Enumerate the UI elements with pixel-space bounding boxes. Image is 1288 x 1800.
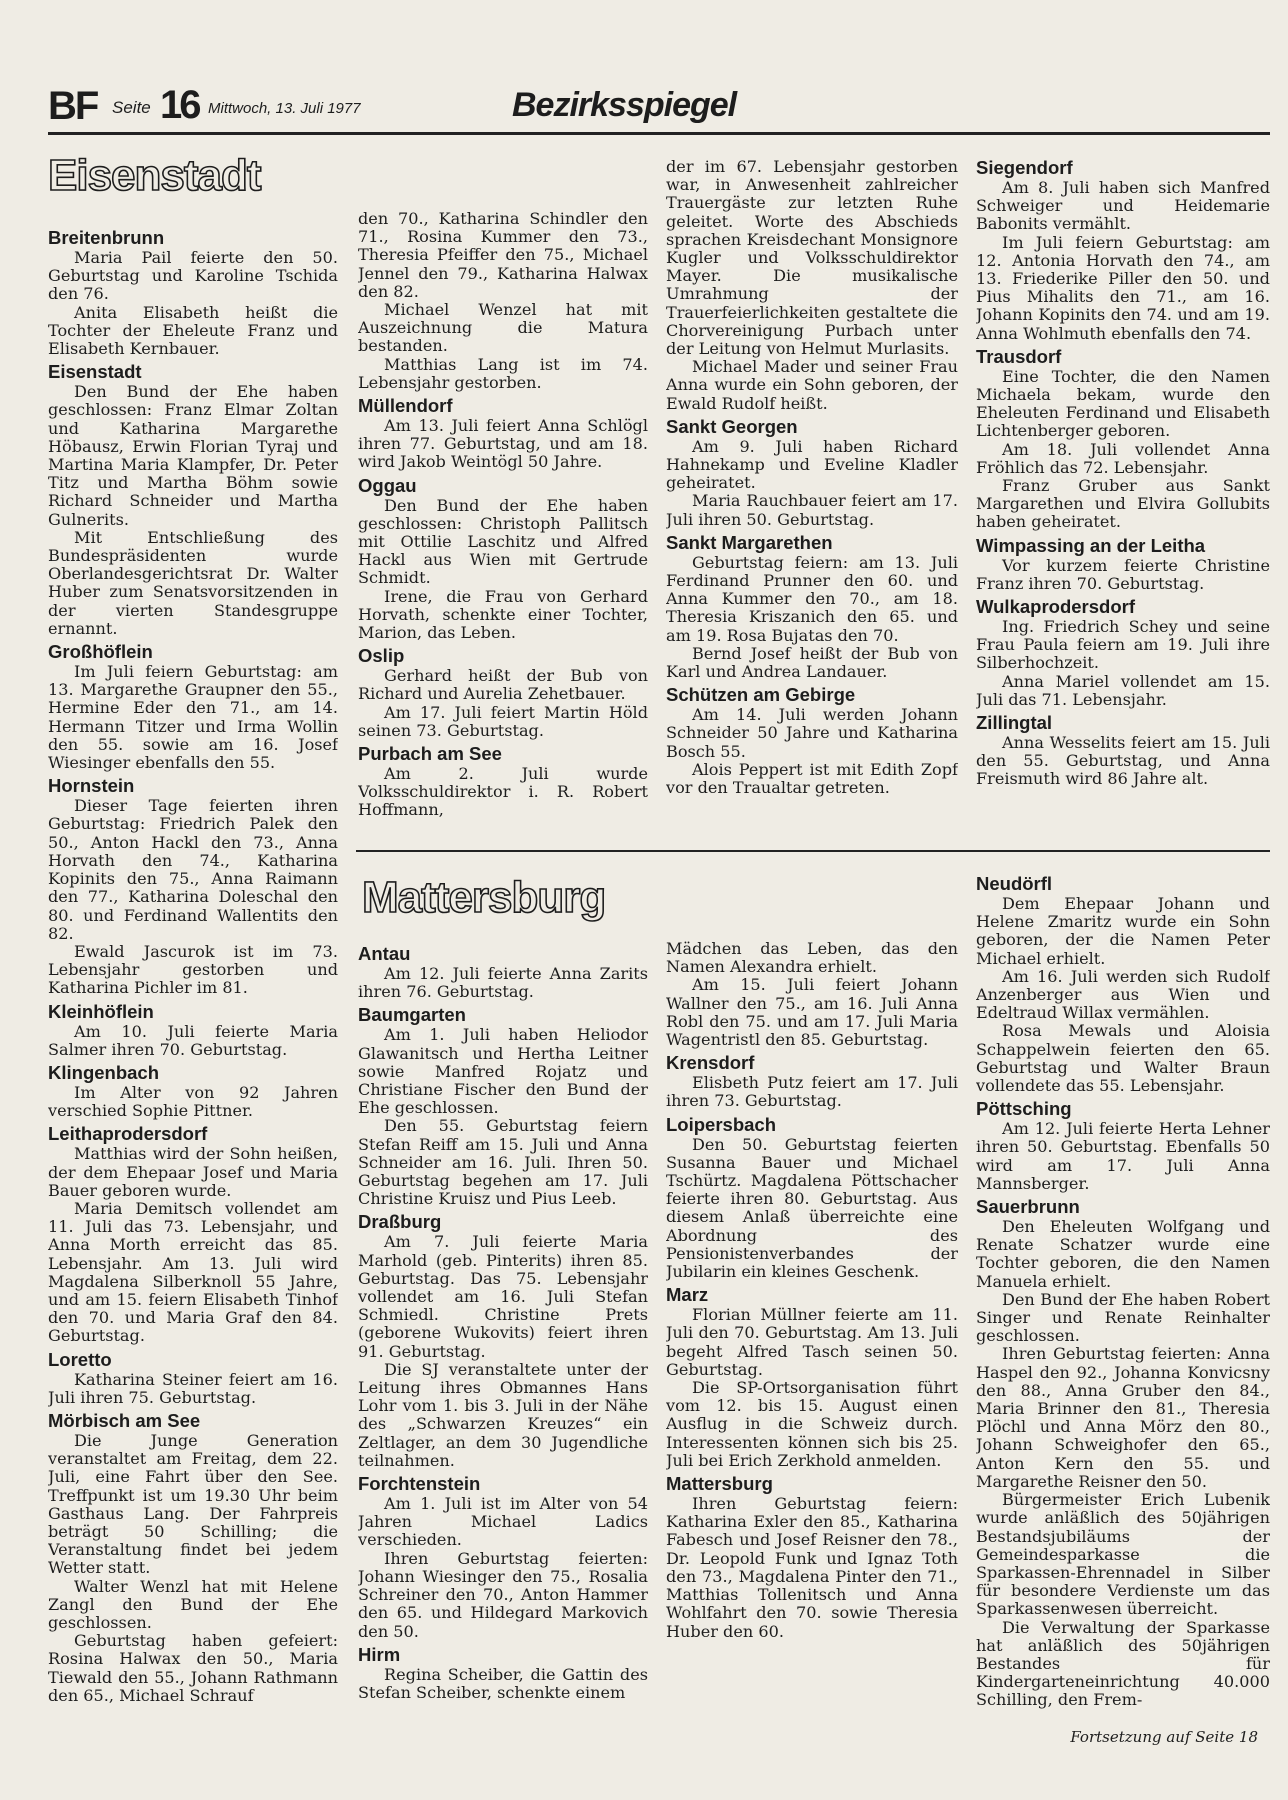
town-heading: Baumgarten (358, 1004, 466, 1026)
news-paragraph: Den Bund der Ehe haben Robert Singer und Renate Reinhalter geschlossen. (976, 1289, 1270, 1346)
town-heading: Wimpassing an der Leitha (976, 534, 1206, 556)
news-paragraph: Regina Scheiber, die Gattin des Stefan Scheiber, schenkte einem (358, 1664, 648, 1702)
town-heading: Eisenstadt (48, 361, 142, 383)
town-heading: Klingenbach (48, 1061, 160, 1083)
mattersburg-col-3 (666, 940, 958, 1756)
masthead (48, 84, 1270, 132)
news-paragraph: Dieser Tage feierten ihren Geburtstag: Friedrich Palek den 50., Anton Hackl den 73., Anna Horvath den 74., Katharina Kopinits den 75., Anna Raimann den 77., Katharina Doleschal den 80. und Ferdinand Wallentits den 82. (48, 796, 338, 943)
news-paragraph: Gerhard heißt der Bub von Richard und Aurelia Zehetbauer. (358, 666, 648, 704)
news-paragraph: Am 7. Juli feierte Maria Marhold (geb. Pinterits) ihren 85. Geburtstag. Das 75. Lebensjahr vollendet am 16. Juli Stefan Schmiedl. Christine Prets (geborene Wukovits) feiert ihren 91. Geburtstag. (358, 1232, 648, 1361)
news-paragraph: Maria Demitsch vollendet am 11. Juli das 73. Lebensjahr, und Anna Morth erreicht das 85. Lebensjahr. Am 13. Juli wird Magdalena Silberknoll 55 Jahre, und am 15. feiern Elisabeth Tinhof den 70. und Maria Graf den 84. Geburtstag. (48, 1198, 338, 1346)
town-heading: Loipersbach (666, 1113, 776, 1135)
news-paragraph: Ihren Geburtstag feierten: Johann Wiesinger den 75., Rosalia Schreiner den 70., Anton Hammer den 65. und Hildegard Markovich den 50. (358, 1548, 648, 1641)
news-paragraph: Am 13. Juli feiert Anna Schlögl ihren 77. Geburtstag, und am 18. wird Jakob Weintögl 50 Jahre. (358, 416, 648, 472)
news-paragraph: Anna Wesselits feiert am 15. Juli den 55. Geburtstag, und Anna Freismuth wird 86 Jahre alt. (976, 733, 1270, 789)
town-heading: Forchtenstein (358, 1473, 481, 1495)
town-heading: Neudörfl (976, 873, 1053, 894)
mattersburg-col-4 (976, 870, 1270, 1722)
continuation-note: Fortsetzung auf Seite 18 (1070, 1728, 1258, 1746)
page-number: 16 (160, 83, 199, 127)
town-heading: Mörbisch am See (48, 1409, 201, 1431)
news-paragraph: Geburtstag haben gefeiert: Rosina Halwax den 50., Maria Tiewald den 55., Johann Rathmann den 65., Michael Schrauf (48, 1631, 338, 1705)
news-paragraph: Im Juli feiern Geburtstag: am 12. Antonia Horvath den 74., am 13. Friederike Piller den 50. und Pius Mihalits den 71., am 16. Johann Kopinits den 74. und am 19. Anna Wohlmuth ebenfalls den 74. (976, 232, 1270, 343)
news-paragraph: Im Alter von 92 Jahren verschied Sophie Pittner. (48, 1082, 338, 1121)
mattersburg-section-logo: Mattersburg (362, 873, 606, 922)
town-heading: Draßburg (358, 1211, 442, 1233)
news-paragraph: den 70., Katharina Schindler den 71., Rosina Kummer den 73., Theresia Pfeiffer den 75., Michael Jennel den 79., Katharina Halwax den 82. (358, 210, 648, 301)
news-paragraph: Den Bund der Ehe haben geschlossen: Christoph Pallitsch mit Ottilie Laschitz und Alfred Hackl aus Wien mit Gertrude Schmidt. (358, 495, 648, 588)
mattersburg-col-2 (358, 940, 648, 1756)
eisenstadt-col-4 (976, 154, 1270, 844)
news-paragraph: Am 14. Juli werden Johann Schneider 50 Jahre und Katharina Bosch 55. (666, 705, 958, 761)
town-heading: Siegendorf (976, 157, 1073, 178)
news-paragraph: Bürgermeister Erich Lubenik wurde anläßlich des 50jährigen Bestandsjubiläums der Gemeindesparkasse die Sparkassen-Ehrennadel in Silber für besondere Verdienste um das Sparkassenwesen überreicht. (976, 1490, 1270, 1619)
news-paragraph: Am 9. Juli haben Richard Hahnekamp und Eveline Kladler geheiratet. (666, 436, 958, 493)
newspaper-logo: BF (48, 84, 98, 128)
news-paragraph: Matthias Lang ist im 74. Lebensjahr gestorben. (358, 354, 648, 392)
section-title: Bezirksspiegel (512, 86, 737, 124)
news-paragraph: Die Verwaltung der Sparkasse hat anläßlich des 50jährigen Bestandes für Kindergarteneinrichtung 40.000 Schilling, den Frem- (976, 1617, 1270, 1710)
town-heading: Oggau (358, 474, 417, 496)
news-paragraph: Am 12. Juli feierte Anna Zarits ihren 76. Geburtstag. (358, 964, 648, 1002)
news-paragraph: Alois Peppert ist mit Edith Zopf vor den Traualtar getreten. (666, 759, 958, 798)
town-heading: Zillingtal (976, 712, 1053, 734)
news-paragraph: Vor kurzem feierte Christine Franz ihren 70. Geburtstag. (976, 555, 1270, 593)
news-paragraph: Dem Ehepaar Johann und Helene Zmaritz wurde ein Sohn geboren, der die Namen Peter Michael erhielt. (976, 894, 1270, 968)
news-paragraph: Am 10. Juli feierte Maria Salmer ihren 70. Geburtstag. (48, 1021, 338, 1059)
news-paragraph: Bernd Josef heißt der Bub von Karl und Andrea Landauer. (666, 643, 958, 682)
town-heading: Müllendorf (358, 395, 453, 417)
news-paragraph: Florian Müllner feierte am 11. Juli den 70. Geburtstag. Am 13. Juli begeht Alfred Tasch seinen 50. Geburtstag. (666, 1305, 958, 1379)
news-paragraph: Am 8. Juli haben sich Manfred Schweiger und Heidemarie Babonits vermählt. (976, 178, 1270, 234)
news-paragraph: Die SJ veranstaltete unter der Leitung ihres Obmannes Hans Lohr vom 1. bis 3. Juli in der Nähe des „Schwarzen Kreuzes“ ein Zeltlager, an dem 30 Jugendliche teilnahmen. (358, 1359, 648, 1470)
town-heading: Trausdorf (976, 345, 1062, 367)
news-paragraph: Matthias wird der Sohn heißen, der dem Ehepaar Josef und Maria Bauer geboren wurde. (48, 1144, 338, 1200)
news-paragraph: Den Bund der Ehe haben geschlossen: Franz Elmar Zoltan und Katharina Margarethe Höbausz, Erwin Florian Tyraj und Martina Maria Klampfer, Dr. Peter Titz und Martha Böhm sowie Richard Schneider und Martha Gulnerits. (48, 382, 338, 529)
news-paragraph: Michael Mader und seiner Frau Anna wurde ein Sohn geboren, der Ewald Rudolf heißt. (666, 357, 958, 413)
news-paragraph: Am 1. Juli haben Heliodor Glawanitsch und Hertha Leitner sowie Manfred Rojatz und Christiane Fischer den Bund der Ehe geschlossen. (358, 1025, 648, 1118)
news-paragraph: Eine Tochter, die den Namen Michaela bekam, wurde den Eheleuten Ferdinand und Elisabeth Lichtenberger geboren. (976, 366, 1270, 441)
town-heading: Mattersburg (666, 1473, 773, 1495)
town-heading: Sankt Margarethen (666, 531, 833, 553)
news-paragraph: der im 67. Lebensjahr gestorben war, in Anwesenheit zahlreicher Trauergäste zur letzten Ruhe geleitet. Worte des Abschieds sprachen Kreisdechant Monsignore Kugler und Volksschuldirektor Mayer. Die musikalische Umrahmung der Trauerfeierlichkeiten gestaltete die Chorvereinigung Purbach unter der Leitung von Helmut Murlasits. (666, 158, 958, 359)
news-paragraph: Ewald Jascurok ist im 73. Lebensjahr gestorben und Katharina Pichler im 81. (48, 941, 338, 998)
news-paragraph: Rosa Mewals und Aloisia Schappelwein feierten den 65. Geburtstag und Walter Braun vollendete das 55. Lebensjahr. (976, 1021, 1270, 1096)
news-paragraph: Irene, die Frau von Gerhard Horvath, schenkte einer Tochter, Marion, das Leben. (358, 586, 648, 643)
news-paragraph: Die Junge Generation veranstaltet am Freitag, dem 22. Juli, eine Fahrt über den See. Treffpunkt ist um 19.30 Uhr beim Gasthaus Lang. Der Fahrpreis beträgt 50 Schilling; die Veranstaltung findet bei jedem Wetter statt. (48, 1430, 338, 1578)
masthead-rule (48, 132, 1270, 135)
issue-date: Mittwoch, 13. Juli 1977 (208, 100, 361, 117)
news-paragraph: Am 17. Juli feiert Martin Höld seinen 73. Geburtstag. (358, 702, 648, 740)
town-heading: Kleinhöflein (48, 1000, 154, 1022)
news-paragraph: Am 16. Juli werden sich Rudolf Anzenberger aus Wien und Edeltraud Willax vermählen. (976, 966, 1270, 1023)
news-paragraph: Michael Wenzel hat mit Auszeichnung die Matura bestanden. (358, 300, 648, 356)
news-paragraph: Am 15. Juli feiert Johann Wallner den 75., am 16. Juli Anna Robl den 75. und am 17. Juli Maria Wagentristl den 85. Geburtstag. (666, 975, 958, 1050)
town-heading: Antau (358, 943, 411, 964)
town-heading: Breitenbrunn (48, 227, 165, 248)
town-heading: Oslip (358, 645, 405, 667)
news-paragraph: Im Juli feiern Geburtstag: am 13. Margarethe Graupner den 55., Hermine Eder den 71., am 14. Hermann Titzer und Irma Wollin den 55. sowie am 16. Josef Wiesinger ebenfalls den 55. (48, 662, 338, 773)
town-heading: Sauerbrunn (976, 1196, 1080, 1218)
news-paragraph: Katharina Steiner feiert am 16. Juli ihren 75. Geburtstag. (48, 1369, 338, 1407)
section-divider (356, 850, 1270, 852)
news-paragraph: Maria Pail feierte den 50. Geburtstag und Karoline Tschida den 76. (48, 248, 338, 304)
news-paragraph: Mädchen das Leben, das den Namen Alexandra erhielt. (666, 940, 958, 977)
news-paragraph: Am 2. Juli wurde Volksschuldirektor i. R. Robert Hoffmann, (358, 764, 648, 820)
news-paragraph: Maria Rauchbauer feiert am 17. Juli ihren 50. Geburtstag. (666, 491, 958, 529)
news-paragraph: Walter Wenzl hat mit Helene Zangl den Bund der Ehe geschlossen. (48, 1576, 338, 1632)
eisenstadt-col-3 (666, 158, 958, 842)
town-heading: Krensdorf (666, 1052, 755, 1074)
eisenstadt-col-2 (358, 210, 648, 842)
news-paragraph: Die SP-Ortsorganisation führt vom 12. bis 15. August einen Ausflug in die Schweiz durch. Interessenten können sich bis 25. Juli bei Erich Zerkhold anmelden. (666, 1378, 958, 1470)
page-label: Seite (112, 98, 151, 117)
town-heading: Hirm (358, 1643, 401, 1665)
town-heading: Pöttsching (976, 1098, 1072, 1120)
news-paragraph: Ing. Friedrich Schey und seine Frau Paula feiern am 19. Juli ihre Silberhochzeit. (976, 617, 1270, 673)
news-paragraph: Am 18. Juli vollendet Anna Fröhlich das 72. Lebensjahr. (976, 439, 1270, 477)
town-heading: Schützen am Gebirge (666, 684, 856, 706)
news-paragraph: Den 50. Geburtstag feierten Susanna Bauer und Michael Tschürtz. Magdalena Pöttschacher feierte ihren 80. Geburtstag. Aus diesem Anlaß überreichte eine Abordnung des Pensionistenverbandes der Jubilarin ein kleines Geschenk. (666, 1134, 958, 1282)
news-paragraph: Franz Gruber aus Sankt Margarethen und Elvira Gollubits haben geheiratet. (976, 476, 1270, 532)
news-paragraph: Anna Mariel vollendet am 15. Juli das 71. Lebensjahr. (976, 671, 1270, 709)
town-heading: Hornstein (48, 775, 135, 797)
news-paragraph: Am 12. Juli feierte Herta Lehner ihren 50. Geburtstag. Ebenfalls 50 wird am 17. Juli Anna Mannsberger. (976, 1119, 1270, 1193)
town-heading: Großhöflein (48, 641, 153, 663)
town-heading: Sankt Georgen (666, 415, 798, 437)
eisenstadt-col-1 (48, 224, 338, 1754)
town-heading: Loretto (48, 1348, 112, 1370)
news-paragraph: Ihren Geburtstag feiern: Katharina Exler den 85., Katharina Fabesch und Josef Reisner den 78., Dr. Leopold Funk und Ignaz Toth den 73., Magdalena Pinter den 71., Matthias Tollenitsch und Anna Wohlfahrt den 70. sowie Theresia Huber den 60. (666, 1494, 958, 1641)
news-paragraph: Den 55. Geburtstag feiern Stefan Reiff am 15. Juli und Anna Schneider am 16. Juli. Ihren 50. Geburtstag begehen am 17. Juli Christine Kruisz und Pius Leeb. (358, 1116, 648, 1209)
news-paragraph: Den Eheleuten Wolfgang und Renate Schatzer wurde eine Tochter geboren, die den Namen Manuela erhielt. (976, 1217, 1270, 1291)
news-paragraph: Am 1. Juli ist im Alter von 54 Jahren Michael Ladics verschieden. (358, 1494, 648, 1550)
town-heading: Purbach am See (358, 743, 502, 765)
town-heading: Leithaprodersdorf (48, 1123, 208, 1145)
eisenstadt-section-logo: Eisenstadt (48, 151, 261, 200)
news-paragraph: Elisbeth Putz feiert am 17. Juli ihren 73. Geburtstag. (666, 1073, 958, 1111)
town-heading: Marz (666, 1284, 709, 1306)
news-paragraph: Ihren Geburtstag feierten: Anna Haspel den 92., Johanna Konvicsny den 88., Anna Gruber den 84., Maria Brinner den 81., Theresia Plöchl und Anna Mörz den 80., Johann Schweighofer den 65., Anton Kern den 55. und Margarethe Reisner den 50. (976, 1344, 1270, 1491)
town-heading: Wulkaprodersdorf (976, 596, 1135, 618)
news-paragraph: Geburtstag feiern: am 13. Juli Ferdinand Prunner den 60. und Anna Kummer den 70., am 18. Theresia Kriszanich den 65. und am 19. Rosa Bujatas den 70. (666, 552, 958, 645)
news-paragraph: Anita Elisabeth heißt die Tochter der Eheleute Franz und Elisabeth Kernbauer. (48, 302, 338, 359)
news-paragraph: Mit Entschließung des Bundespräsidenten wurde Oberlandesgerichtsrat Dr. Walter Huber zum Senatsvorsitzenden in der vierten Standesgruppe ernannt. (48, 527, 338, 638)
